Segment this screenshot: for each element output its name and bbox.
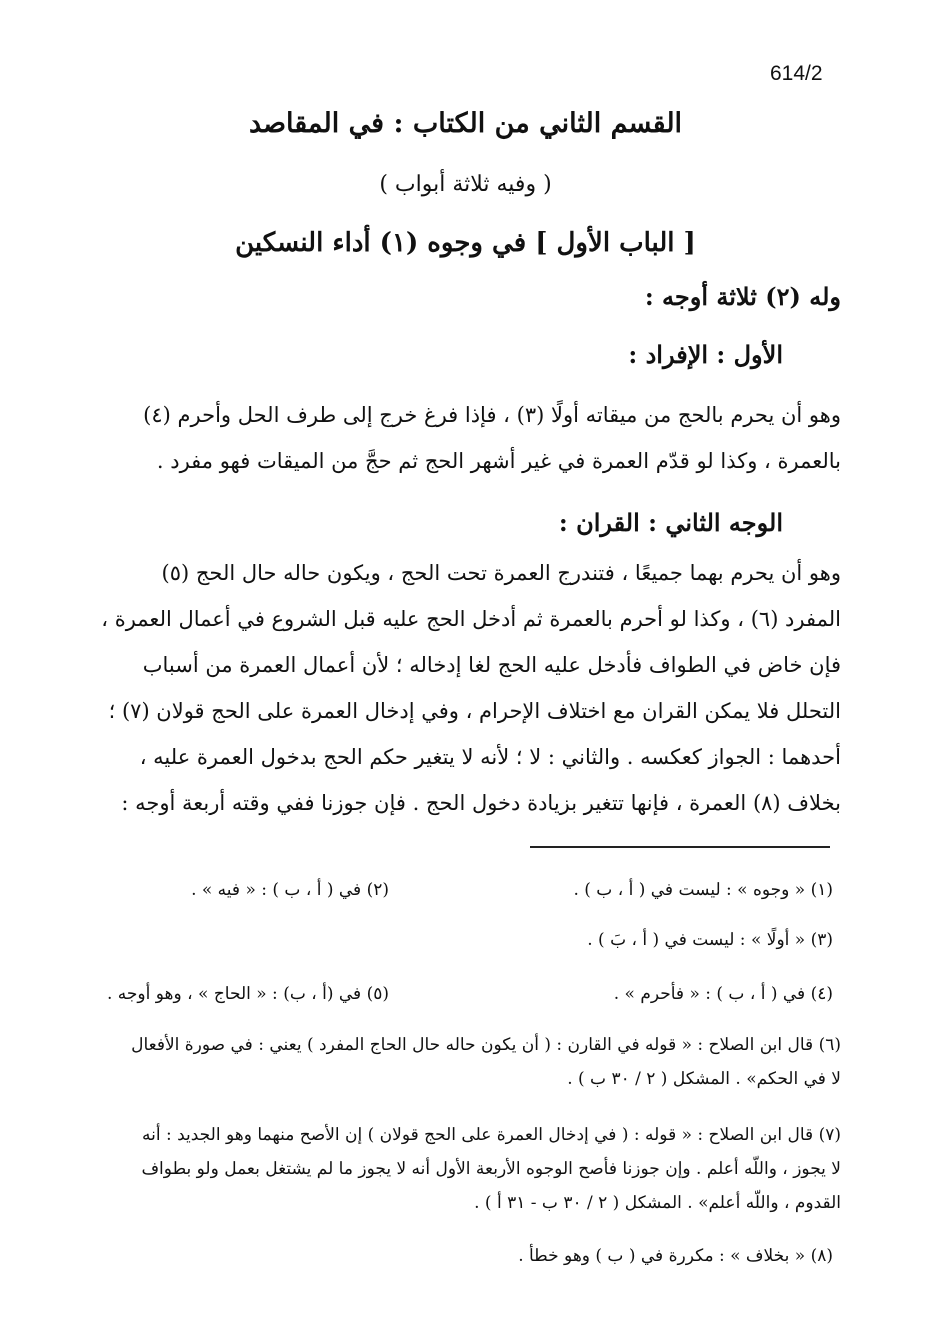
section-title: القسم الثاني من الكتاب : في المقاصد bbox=[248, 108, 683, 139]
paragraph-line: التحلل فلا يمكن القران مع اختلاف الإحرام ، وفي إدخال العمرة على الحج قولان (٧) ؛ bbox=[108, 699, 841, 723]
intro-line: وله (٢) ثلاثة أوجه : bbox=[644, 282, 841, 311]
footnote-line: لا في الحكم» . المشكل ( ٢ / ٣٠ ب ) . bbox=[567, 1069, 841, 1089]
footnote-line: (٦) قال ابن الصلاح : « قوله في القارن : ( أن يكون حاله حال الحاج المفرد ) يعني : في صورة الأفعال bbox=[131, 1035, 841, 1055]
footnote-6 bbox=[60, 1028, 841, 1096]
footnote-1: (١) « وجوه » : ليست في ( أ ، ب ) . bbox=[573, 880, 833, 900]
paragraph-line: بخلاف (٨) العمرة ، فإنها تتغير بزيادة دخول الحج . فإن جوزنا ففي وقته أربعة أوجه : bbox=[121, 791, 841, 815]
section2-heading: الوجه الثاني : القران : bbox=[558, 508, 783, 537]
footnote-divider bbox=[530, 846, 830, 848]
footnote-line: (٧) قال ابن الصلاح : « قوله : ( في إدخال العمرة على الحج قولان ) إن الأصح منهما وهو الجديد : أنه bbox=[142, 1125, 841, 1145]
chapter-title: [ الباب الأول ] في وجوه (١) أداء النسكين bbox=[235, 228, 696, 258]
paragraph-line: أحدهما : الجواز كعكسه . والثاني : لا ؛ لأنه لا يتغير حكم الحج بدخول العمرة عليه ، bbox=[139, 745, 841, 769]
footnote-line: لا يجوز ، واللّه أعلم . وإن جوزنا فأصح الوجوه الأربعة الأول أنه لا يجوز ما لم يشتغل بعمل ولو بطواف bbox=[141, 1159, 841, 1179]
section-subtitle: ( وفيه ثلاثة أبواب ) bbox=[379, 172, 552, 197]
paragraph-line: وهو أن يحرم بهما جميعًا ، فتندرج العمرة تحت الحج ، ويكون حاله حال الحج (٥) bbox=[161, 561, 841, 585]
footnote-4: (٤) في ( أ ، ب ) : « فأحرم » . bbox=[613, 984, 833, 1004]
footnote-8: (٨) « بخلاف » : مكررة في ( ب ) وهو خطأ . bbox=[518, 1246, 833, 1266]
section1-paragraph bbox=[60, 392, 841, 484]
section2-paragraph bbox=[60, 550, 841, 826]
footnote-3: (٣) « أولًا » : ليست في ( أ ، بَ ) . bbox=[587, 930, 833, 950]
footnote-2: (٢) في ( أ ، ب ) : « فيه » . bbox=[191, 880, 389, 900]
paragraph-line: المفرد (٦) ، وكذا لو أحرم بالعمرة ثم أدخل الحج عليه قبل الشروع في أعمال العمرة ، bbox=[101, 607, 841, 631]
footnote-7 bbox=[60, 1118, 841, 1220]
footnote-5: (٥) في (أ ، ب) : « الحاج » ، وهو أوجه . bbox=[107, 984, 389, 1004]
footnote-line: القدوم ، واللّه أعلم» . المشكل ( ٢ / ٣٠ ب - ٣١ أ ) . bbox=[474, 1193, 841, 1213]
page-number: 614/2 bbox=[770, 62, 823, 85]
section1-heading: الأول : الإفراد : bbox=[628, 340, 783, 369]
paragraph-line: وهو أن يحرم بالحج من ميقاته أولًا (٣) ، فإذا فرغ خرج إلى طرف الحل وأحرم (٤) bbox=[143, 403, 841, 427]
paragraph-line: بالعمرة ، وكذا لو قدّم العمرة في غير أشهر الحج ثم حجَّ من الميقات فهو مفرد . bbox=[156, 449, 841, 473]
paragraph-line: فإن خاض في الطواف فأدخل عليه الحج لغا إدخاله ؛ لأن أعمال العمرة من أسباب bbox=[142, 653, 841, 677]
